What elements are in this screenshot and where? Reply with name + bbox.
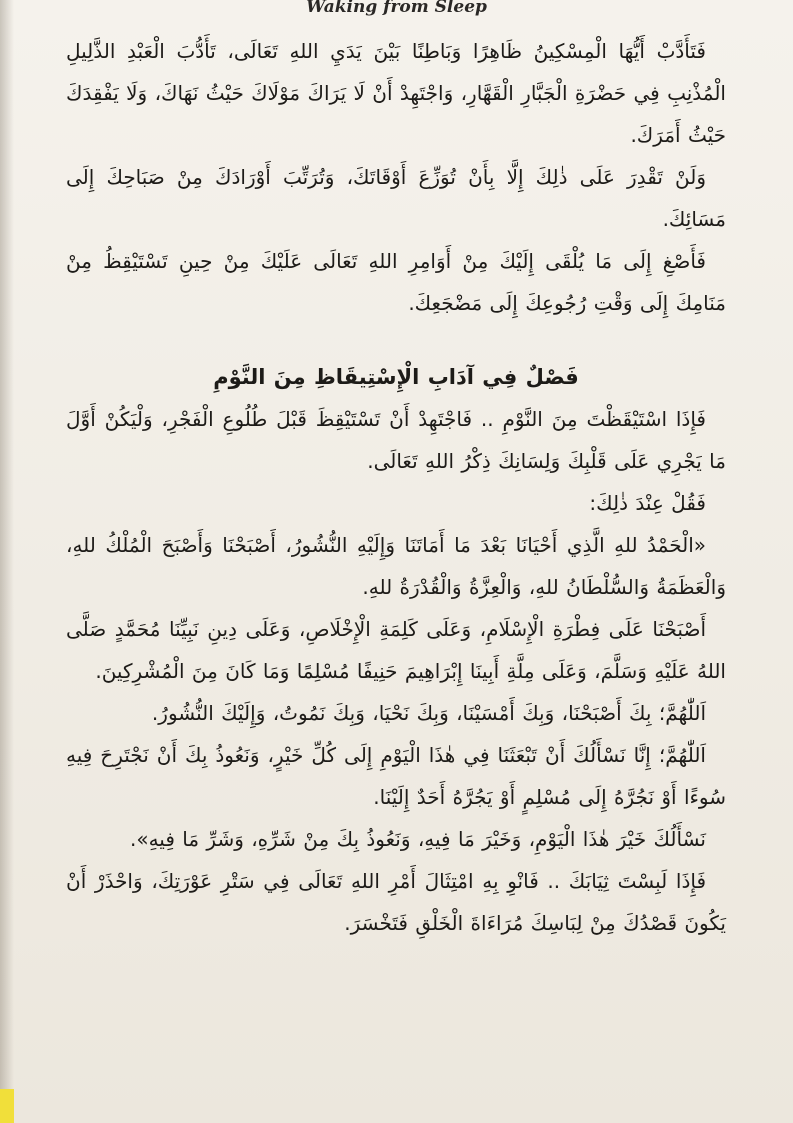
- running-header: Waking from Sleep: [306, 0, 487, 17]
- paragraph: فَقُلْ عِنْدَ ذٰلِكَ:: [589, 491, 706, 515]
- section-heading: فَصْلٌ فِي آدَابِ الْإِسْتِيقَاظِ مِنَ النَّوْمِ: [213, 365, 579, 389]
- paragraph: فَتَأَدَّبْ أَيُّهَا الْمِسْكِينُ ظَاهِرًا وَبَاطِنًا بَيْنَ يَدَيِ اللهِ تَعَالَى، تَأَدُّبَ الْعَبْدِ الذَّلِيلِ الْمُذْنِبِ فِي حَضْرَةِ الْجَبَّارِ الْقَهَّارِ، وَاجْتَهِدْ أَنْ لَا يَرَاكَ مَوْلَاكَ حَيْثُ نَهَاكَ، وَلَا يَفْقِدَكَ حَيْثُ أَمَرَكَ.: [66, 39, 726, 147]
- paragraph: فَإِذَا لَبِسْتَ ثِيَابَكَ .. فَانْوِ بِهِ امْتِثَالَ أَمْرِ اللهِ تَعَالَى فِي سَتْرِ عَوْرَتِكَ، وَاحْذَرْ أَنْ يَكُونَ قَصْدُكَ مِنْ لِبَاسِكَ مُرَاءَاةَ الْخَلْقِ فَتَخْسَرَ.: [66, 869, 726, 935]
- supplication-paragraph: أَصْبَحْنَا عَلَى فِطْرَةِ الْإِسْلَامِ، وَعَلَى كَلِمَةِ الْإِخْلَاصِ، وَعَلَى دِينِ نَبِيِّنَا مُحَمَّدٍ صَلَّى اللهُ عَلَيْهِ وَسَلَّمَ، وَعَلَى مِلَّةِ أَبِينَا إِبْرَاهِيمَ حَنِيفًا مُسْلِمًا وَمَا كَانَ مِنَ الْمُشْرِكِينَ.: [66, 617, 726, 683]
- supplication-paragraph: اَللّٰهُمَّ؛ إِنَّا نَسْأَلُكَ أَنْ تَبْعَثَنَا فِي هٰذَا الْيَوْمِ إِلَى كُلِّ خَيْرٍ، وَنَعُوذُ بِكَ أَنْ نَجْتَرِحَ فِيهِ سُوءًا أَوْ نَجُرَّهُ إِلَى مُسْلِمٍ أَوْ يَجُرَّهُ أَحَدٌ إِلَيْنَا.: [66, 743, 726, 809]
- page-body: [66, 30, 726, 944]
- page-fold-shadow: [0, 0, 14, 1123]
- paragraph: وَلَنْ تَقْدِرَ عَلَى ذٰلِكَ إِلَّا بِأَنْ تُوَزِّعَ أَوْقَاتَكَ، وَتُرَتِّبَ أَوْرَادَكَ مِنْ صَبَاحِكَ إِلَى مَسَائِكَ.: [66, 165, 726, 231]
- paragraph: فَأَصْغِ إِلَى مَا يُلْقَى إِلَيْكَ مِنْ أَوَامِرِ اللهِ تَعَالَى عَلَيْكَ مِنْ حِينِ تَسْتَيْقِظُ مِنْ مَنَامِكَ إِلَى وَقْتِ رُجُوعِكَ إِلَى مَضْجَعِكَ.: [66, 249, 726, 315]
- supplication-paragraph: «الْحَمْدُ للهِ الَّذِي أَحْيَانَا بَعْدَ مَا أَمَاتَنَا وَإِلَيْهِ النُّشُورُ، أَصْبَحْنَا وَأَصْبَحَ الْمُلْكُ للهِ، وَالْعَظَمَةُ وَالسُّلْطَانُ للهِ، وَالْعِزَّةُ وَالْقُدْرَةُ للهِ.: [66, 533, 726, 599]
- paragraph: فَإِذَا اسْتَيْقَظْتَ مِنَ النَّوْمِ .. فَاجْتَهِدْ أَنْ تَسْتَيْقِظَ قَبْلَ طُلُوعِ الْفَجْرِ، وَلْيَكُنْ أَوَّلَ مَا يَجْرِي عَلَى قَلْبِكَ وَلِسَانِكَ ذِكْرُ اللهِ تَعَالَى.: [66, 407, 726, 473]
- corner-highlight-mark: [0, 1089, 14, 1123]
- supplication-paragraph: اَللّٰهُمَّ؛ بِكَ أَصْبَحْنَا، وَبِكَ أَمْسَيْنَا، وَبِكَ نَحْيَا، وَبِكَ نَمُوتُ، وَإِلَيْكَ النُّشُورُ.: [151, 701, 706, 725]
- supplication-paragraph: نَسْأَلُكَ خَيْرَ هٰذَا الْيَوْمِ، وَخَيْرَ مَا فِيهِ، وَنَعُوذُ بِكَ مِنْ شَرِّهِ، وَشَرِّ مَا فِيهِ».: [129, 827, 706, 851]
